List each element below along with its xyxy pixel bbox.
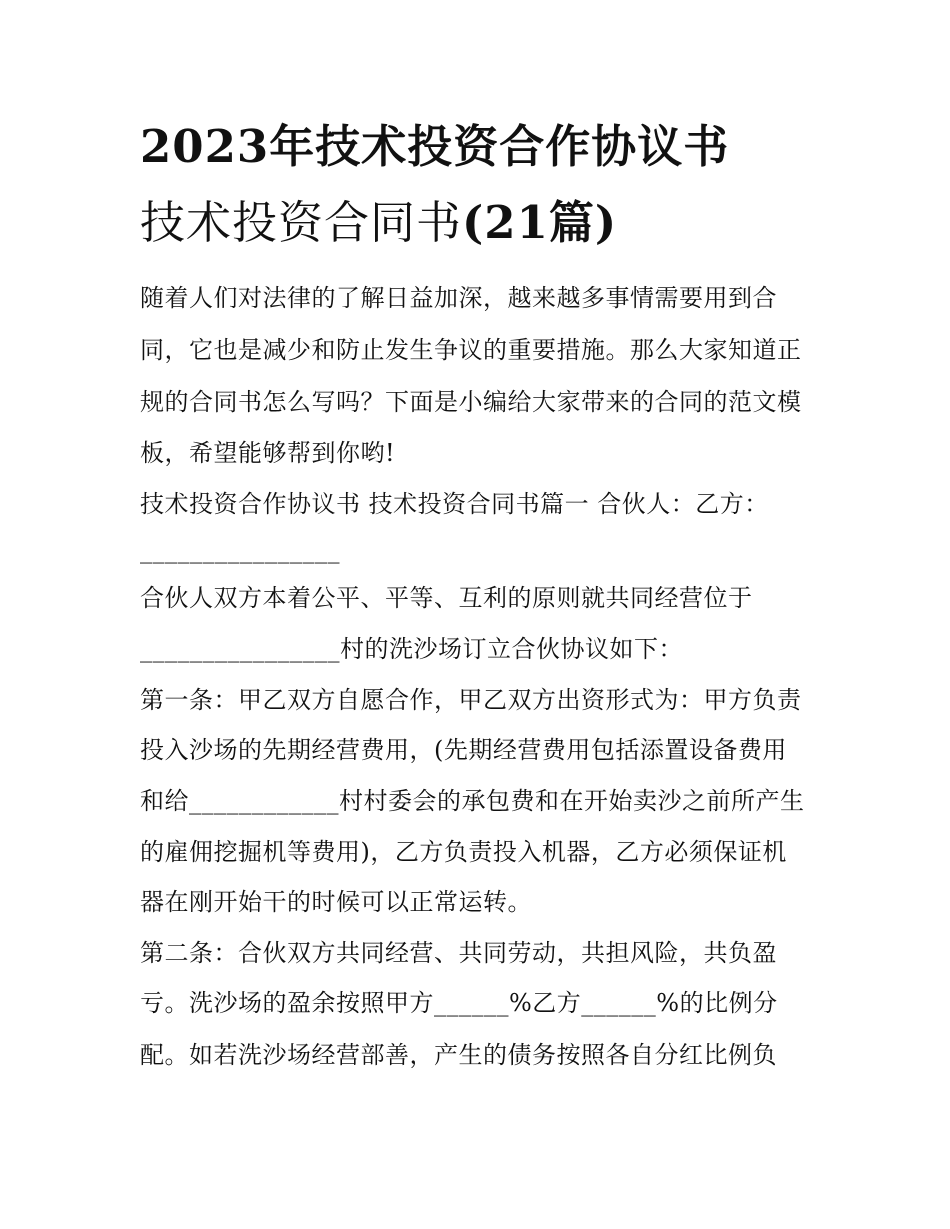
article-line: 亏。洗沙场的盈余按照甲方______%乙方______%的比例分 (140, 989, 778, 1017)
article-line: 配。如若洗沙场经营部善，产生的债务按照各自分红比例负 (140, 1041, 777, 1069)
body-line: 技术投资合作协议书 技术投资合同书篇一 合伙人：乙方： (140, 490, 769, 518)
body-line: 同，它也是减少和防止发生争议的重要措施。那么大家知道正 (140, 336, 802, 364)
article-line: 第一条：甲乙双方自愿合作，甲乙双方出资形式为：甲方负责 (140, 686, 802, 714)
body-line: 规的合同书怎么写吗？下面是小编给大家带来的合同的范文模 (140, 388, 802, 416)
title-line2-text: 技术投资合同书 (140, 196, 463, 249)
title-line2-count: (21篇) (462, 196, 618, 249)
body-line: 随着人们对法律的了解日益加深，越来越多事情需要用到合 (140, 284, 777, 312)
blank-underline: ________________ (140, 536, 340, 564)
body-line: 板，希望能够帮到你哟! (140, 439, 396, 467)
article-line: 第二条：合伙双方共同经营、共同劳动，共担风险，共负盈 (140, 939, 777, 967)
body-line: 合伙人双方本着公平、平等、互利的原则就共同经营位于 (140, 584, 753, 612)
body-line: ________________村的洗沙场订立合伙协议如下： (140, 635, 683, 663)
document-title-line2 (140, 196, 618, 249)
article-line: 的雇佣挖掘机等费用)，乙方负责投入机器，乙方必须保证机 (140, 838, 787, 866)
article-line: 和给____________村村委会的承包费和在开始卖沙之前所产生 (140, 787, 805, 815)
article-line: 投入沙场的先期经营费用，(先期经营费用包括添置设备费用 (140, 736, 787, 764)
article-line: 器在刚开始干的时候可以正常运转。 (140, 888, 532, 916)
document-title-line1: 2023年技术投资合作协议书 (140, 120, 730, 173)
